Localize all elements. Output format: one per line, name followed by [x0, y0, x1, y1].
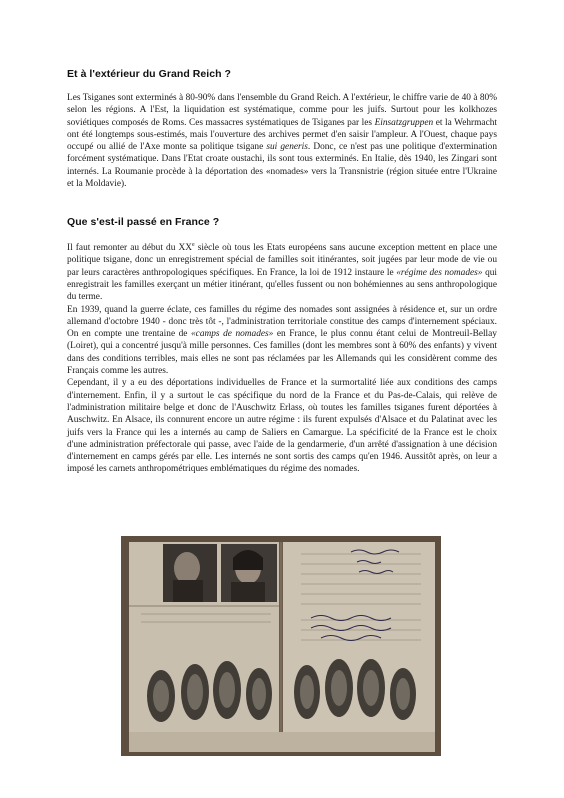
paragraph-france-1 [67, 239, 497, 304]
heading-france: Que s'est-il passé en France ? [67, 216, 220, 228]
anthropometric-carnet-photo [121, 536, 441, 756]
emphasis-text: «camps de nomades» [191, 329, 274, 340]
section-france [67, 216, 497, 476]
text-run: et la Wehrmacht ont été longtemps sous-estimés, mais l'ouverture des archives permet d'en saisir l'ampleur. A l'Ouest, chaque pays occupé ou allié de l'Axe monte sa politique tsigane [67, 117, 497, 153]
superscript-text: e [191, 242, 195, 248]
text-run: En 1939, quand la guerre éclate, ces familles du régime des nomades sont assignées à résidence et, sur un ordre allemand d'octobre 1940 - donc très tôt -, l'administration territoriale constitue des camps d'internement spéciaux. On en compte une trentaine de [67, 304, 497, 340]
france-body [67, 239, 497, 476]
emphasis-text: «régime des nomades» [396, 267, 483, 278]
text-run: en France, le plus connu étant celui de Montreuil-Bellay (Loiret), qui a concentré jusqu'à mille personnes. Ces familles (dont les membres sont à 60% des enfants) y vivent dans des conditions terribles, mais elles ne sont pas réclamées par les Allemands qui les considèrent comme des Français comme les autres. [67, 329, 497, 377]
emphasis-text: Einsatzgruppen [374, 117, 434, 128]
paragraph-france-3 [67, 377, 497, 475]
text-run: siècle où tous les Etats européens sans aucune exception mettent en place une politique tsigane, donc un enregistrement spécial de familles soit itinérantes, soit jugées par leur mode de vie ou par leurs caractères anthropologiques spécifiques. En France, la loi de 1912 instaure le [67, 243, 497, 278]
paragraph-exterieur [67, 92, 497, 190]
text-run: Cependant, il y a eu des déportations individuelles de France et la surmortalité liée aux conditions des camps d'internement. Enfin, il y a surtout le cas spécifique du nord de la France et du Pas-de-Calais, qui relève de l'administration militaire belge et donc de l'Auschwitz Erlass, où toutes les familles tsiganes furent déportées à Auschwitz. En Alsace, ils connurent encore un autre régime : ils furent expulsés d'Alsace et du Palatinat avec les juifs vers la France qui les a internés au camp de Saliers en Camargue. La spécificité de la France est le choix d'une administration préfectorale qui passe, avec l'aide de la gendarmerie, d'un arrêté d'assignation à une décision d'internement en camps gérés par elle. Les internés ne sont sortis des camps qu'en 1946. Aussitôt après, on leur a imposé les carnets anthropométriques emblématiques du régime des nomades. [67, 378, 497, 475]
paragraph-france-2 [67, 304, 497, 378]
section-exterieur [67, 68, 497, 190]
text-run: qui enregistrait les familles exerçant un métier itinérant, qu'elles fussent ou non bohémiennes au sens anthropologique du terme. [67, 267, 498, 303]
heading-exterieur: Et à l'extérieur du Grand Reich ? [67, 68, 232, 80]
text-run: . Donc, ce n'est pas une politique d'extermination forcément systématique. Dans l'Etat croate oustachi, ils sont tous exterminés. En Italie, dès 1940, les Zingari sont internés. La Roumanie procède à la déportation des «nomades» vers la Transnistrie (région située entre l'Ukraine et la Moldavie). [67, 142, 497, 190]
emphasis-text: sui generis [266, 142, 308, 153]
text-run: Les Tsiganes sont exterminés à 80-90% dans l'ensemble du Grand Reich. A l'extérieur, le chiffre varie de 40 à 80% selon les régions. A l'Est, la liquidation est systématique, comme pour les juifs. Surtout pour les kolkhozes soviétiques composés de Roms. Ces massacres systématiques de Tsiganes par les [67, 93, 497, 128]
text-run: Il faut remonter au début du XX [67, 243, 192, 254]
